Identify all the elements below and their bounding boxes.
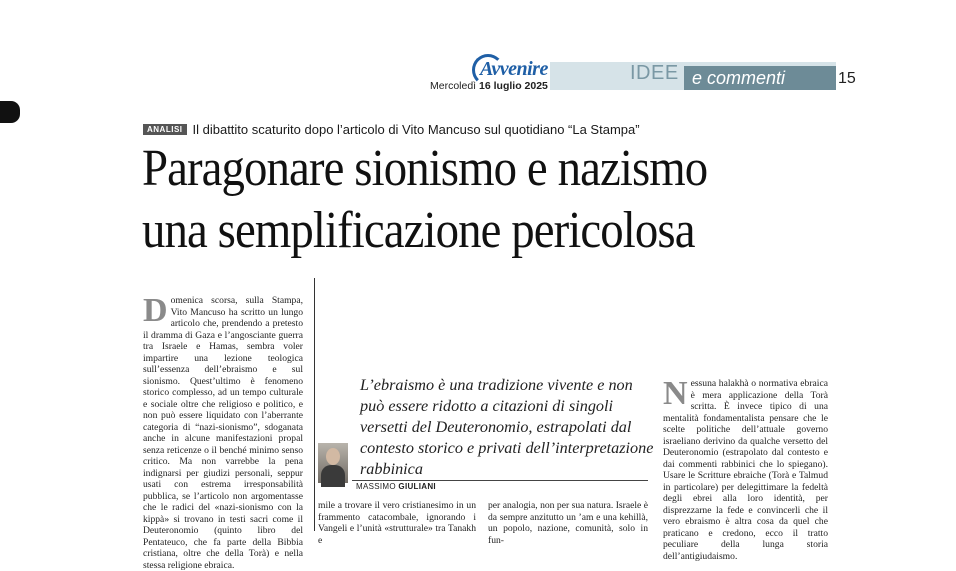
byline	[356, 482, 436, 491]
masthead	[420, 58, 940, 92]
author-last-name: GIULIANI	[398, 482, 436, 491]
article-column-2	[318, 500, 476, 546]
article-column-3	[488, 500, 648, 546]
drop-cap: N	[663, 375, 688, 412]
page-number: 15	[838, 70, 856, 87]
article-column-1	[143, 292, 303, 571]
author-first-name: MASSIMO	[356, 482, 396, 491]
author-photo-head	[326, 448, 340, 465]
headline	[142, 138, 790, 262]
headline-line-2: una semplificazione pericolosa	[142, 202, 695, 259]
dateline	[430, 80, 548, 92]
logo-text: Avvenire	[480, 58, 548, 80]
section-subtitle: e commenti	[684, 66, 836, 90]
drop-cap: D	[143, 292, 168, 329]
column-rule	[314, 278, 315, 531]
byline-rule	[352, 480, 648, 481]
edge-mark	[0, 101, 20, 123]
section-title: IDEE	[630, 62, 679, 84]
newspaper-logo	[480, 58, 548, 81]
kicker	[143, 122, 640, 137]
headline-line-1: Paragonare sionismo e nazismo	[142, 140, 708, 197]
author-photo	[318, 443, 348, 483]
article-text: per analogia, non per sua natura. Israele è da sempre anzitutto un ’am e una kehillà, un popolo, nazione, comunità, solo in fun-	[488, 500, 648, 546]
article-text: omenica scorsa, sulla Stampa, Vito Mancuso ha scritto un lungo articolo che, prendendo a pretesto il dramma di Gaza e l’angosciante guerra tra Israele e Hamas, sembra voler impartire una lezione teologica sull’essenza dell’ebraismo e sul sionismo. Quest’ultimo è fenomeno storico complesso, ad un tempo culturale e sociale oltre che religioso e politico, e non può essere liquidato con l’aberrante categoria di “nazi-sionismo”, sdoganata anche in alcune manifestazioni propal senza reticenze o il benché minimo senso critico. Ma non varrebbe la pena indignarsi per giudizi personali, seppur usati con estrema irresponsabilità pubblica, se l’articolo non argomentasse che le radici del «nazi-sionismo con la kippà» si trovano in testi sacri come il Deuteronomio (quinto libro del Pentateuco, che fa parte della Bibbia cristiana, oltre che della Torà) e nella stessa religione ebraica.	[143, 295, 303, 571]
weekday: Mercoledì	[430, 80, 477, 92]
article-column-4	[663, 375, 828, 562]
date: 16 luglio 2025	[479, 80, 548, 92]
kicker-text: Il dibattito scaturito dopo l’articolo di Vito Mancuso sul quotidiano “La Stampa”	[192, 122, 640, 137]
author-photo-body	[321, 465, 345, 487]
kicker-tag: ANALISI	[143, 124, 187, 135]
article-text: mile a trovare il vero cristianesimo in un frammento catacombale, ignorando i Vangeli e l’unità «strutturale» tra Tanakh e	[318, 500, 476, 546]
pull-quote: L’ebraismo è una tradizione vivente e non può essere ridotto a citazioni di singoli versetti del Deuteronomio, estrapolati dal contesto storico e privati dell’interpretazione rabbinica	[360, 376, 654, 478]
article-text: essuna halakhà o normativa ebraica è mera applicazione della Torà scritta. È invece tipico di una mentalità fondamentalista pensare che le scelte politiche dell’attuale governo israeliano derivino da qualche versetto del Deuteronomio (estrapolato dal contesto e dai commenti rabbinici che lo spiegano). Usare le Scritture ebraiche (Torà e Talmud in particolare) per delegittimare la fedeltà degli ebrei alla loro identità, per disprezzarne la fede e convincerli che il vero ebraismo è altra cosa da quel che praticano e credono, ecco il tratto peculiare della lunga storia dell’antigiudaismo.	[663, 378, 828, 562]
